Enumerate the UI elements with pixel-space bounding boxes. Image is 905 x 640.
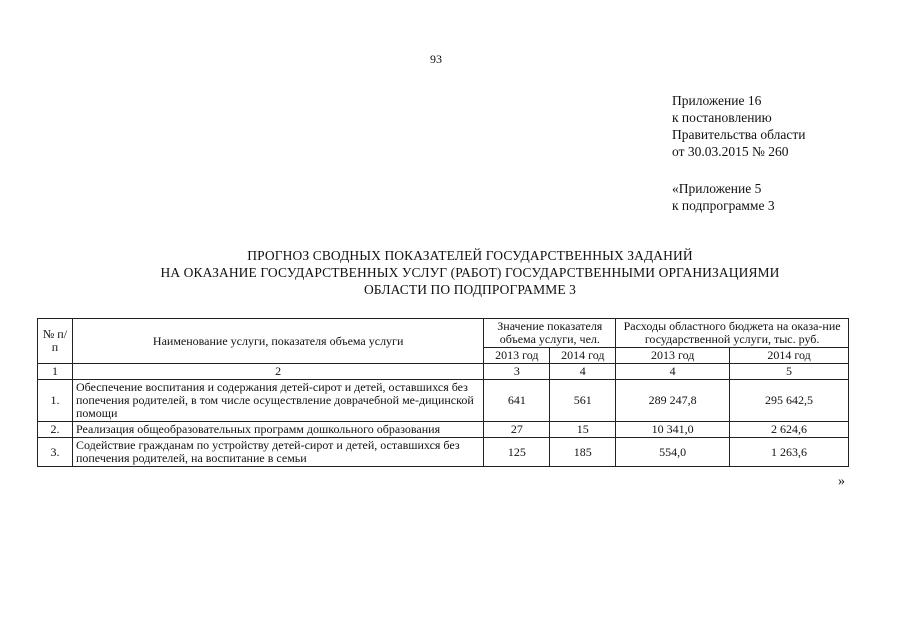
table-index-row (38, 364, 849, 380)
header-volume: Значение показателя объема услуги, чел. (484, 319, 616, 348)
row-vol-2014: 561 (550, 380, 616, 422)
row-num: 1. (38, 380, 73, 422)
row-name: Реализация общеобразовательных программ дошкольного образования (72, 422, 483, 438)
row-vol-2013: 27 (484, 422, 550, 438)
header-vol-2014: 2014 год (550, 348, 616, 364)
row-num: 2. (38, 422, 73, 438)
appendix-sub-line: «Приложение 5 (672, 181, 762, 196)
appendix-subheader (672, 180, 775, 214)
index-cell: 4 (616, 364, 730, 380)
title-line: ОБЛАСТИ ПО ПОДПРОГРАММЕ 3 (363, 282, 577, 297)
row-bud-2014: 1 263,6 (730, 438, 849, 467)
appendix-header (672, 92, 805, 160)
row-name: Обеспечение воспитания и содержания детей-сирот и детей, оставшихся без попечения родителей, в том числе осуществление доврачебной ме-дицинской помощи (72, 380, 483, 422)
appendix-line: от 30.03.2015 № 260 (672, 144, 789, 159)
header-bud-2014: 2014 год (730, 348, 849, 364)
closing-quote: » (838, 474, 845, 489)
index-cell: 5 (730, 364, 849, 380)
appendix-line: Правительства области (672, 127, 806, 142)
row-bud-2013: 554,0 (616, 438, 730, 467)
table-row (38, 422, 849, 438)
appendix-line: Приложение 16 (672, 93, 762, 108)
table-row (38, 380, 849, 422)
row-name: Содействие гражданам по устройству детей-сирот и детей, оставшихся без попечения родителей, на воспитание в семьи (72, 438, 483, 467)
row-vol-2013: 125 (484, 438, 550, 467)
document-title (60, 247, 880, 298)
indicators-table (37, 318, 849, 467)
header-vol-2013: 2013 год (484, 348, 550, 364)
row-vol-2014: 15 (550, 422, 616, 438)
row-bud-2013: 289 247,8 (616, 380, 730, 422)
table-header-row (38, 319, 849, 348)
row-num: 3. (38, 438, 73, 467)
header-bud-2013: 2013 год (616, 348, 730, 364)
row-bud-2014: 295 642,5 (730, 380, 849, 422)
title-line: ПРОГНОЗ СВОДНЫХ ПОКАЗАТЕЛЕЙ ГОСУДАРСТВЕННЫХ ЗАДАНИЙ (247, 248, 693, 263)
row-bud-2013: 10 341,0 (616, 422, 730, 438)
index-cell: 2 (72, 364, 483, 380)
title-line: НА ОКАЗАНИЕ ГОСУДАРСТВЕННЫХ УСЛУГ (РАБОТ) ГОСУДАРСТВЕННЫМИ ОРГАНИЗАЦИЯМИ (160, 265, 780, 280)
appendix-sub-line: к подпрограмме 3 (672, 198, 775, 213)
appendix-line: к постановлению (672, 110, 772, 125)
table-row (38, 438, 849, 467)
row-vol-2014: 185 (550, 438, 616, 467)
header-name: Наименование услуги, показателя объема услуги (72, 319, 483, 364)
index-cell: 1 (38, 364, 73, 380)
index-cell: 4 (550, 364, 616, 380)
row-vol-2013: 641 (484, 380, 550, 422)
header-budget: Расходы областного бюджета на оказа-ние государственной услуги, тыс. руб. (616, 319, 849, 348)
header-num: № п/п (38, 319, 73, 364)
page-number: 93 (430, 52, 442, 66)
index-cell: 3 (484, 364, 550, 380)
row-bud-2014: 2 624,6 (730, 422, 849, 438)
